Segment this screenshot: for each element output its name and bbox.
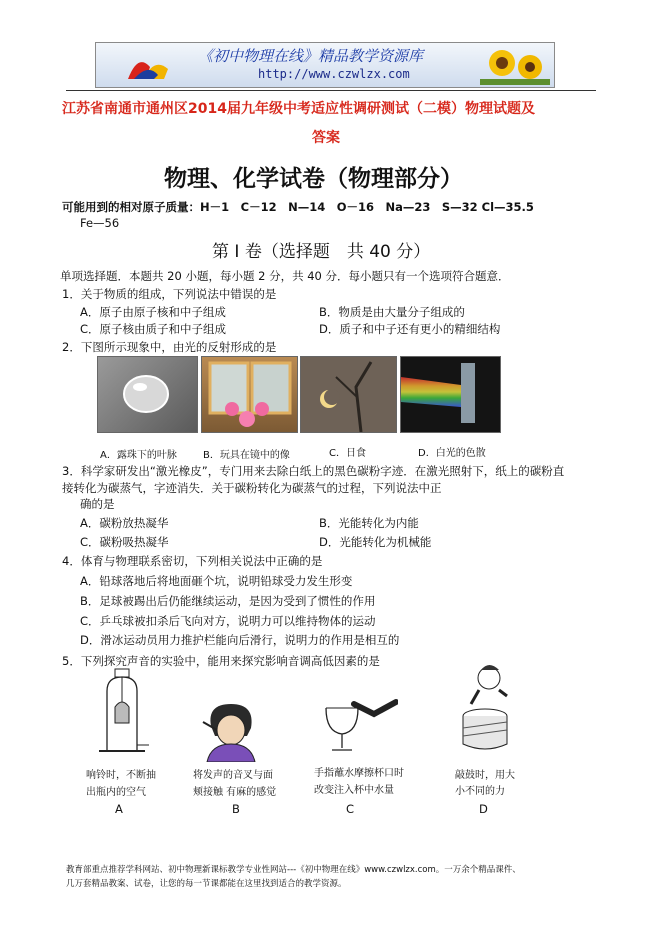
q3-stem-line1: 3．科学家研发出“激光橡皮”，专门用来去除白纸上的黑色碳粉字迹．在激光照射下，纸上的碳粉直: [62, 464, 565, 478]
q2-stem: 2．下图所示现象中，由光的反射形成的是: [62, 340, 277, 354]
q3-stem-line2: 接转化为碳蒸气，字迹消失．关于碳粉转化为碳蒸气的过程，下列说法中正: [62, 481, 442, 495]
q3-option-c: C．碳粉吸热凝华: [80, 535, 169, 549]
site-logo: [124, 49, 174, 83]
q5-label-b: B: [232, 802, 240, 816]
banner-url[interactable]: http://www.czwlzx.com: [258, 67, 410, 81]
q5-c-line2: 改变注入杯中水量: [314, 785, 394, 796]
eclipse-photo: [300, 356, 397, 433]
q5-label-d: D: [479, 802, 488, 816]
q4-option-a: A．铅球落地后将地面砸个坑，说明铅球受力发生形变: [80, 574, 353, 588]
document-title-cont: 答案: [312, 130, 340, 146]
q5-a-line2: 出瓶内的空气: [86, 787, 146, 798]
q5-a-line1: 响铃时，不断抽: [86, 770, 156, 781]
atomic-mass-line-2: Fe—56: [80, 216, 120, 230]
mirror-toy-photo: [201, 356, 298, 433]
q4-option-b: B．足球被踢出后仍能继续运动，是因为受到了惯性的作用: [80, 594, 376, 608]
q4-option-c: C．乒乓球被扣杀后飞向对方，说明力可以维持物体的运动: [80, 614, 376, 628]
prism-dispersion-photo: [400, 356, 501, 433]
q5-label-c: C: [346, 802, 355, 816]
q3-option-a: A．碳粉放热凝华: [80, 516, 169, 530]
q1-option-c: C．原子核由质子和中子组成: [80, 322, 227, 336]
banner-title: 《初中物理在线》精品教学资源库: [198, 47, 424, 65]
q3-option-b: B．光能转化为内能: [319, 516, 419, 530]
q1-option-b: B．物质是由大量分子组成的: [319, 305, 465, 319]
glass-rubbing-illustration: [318, 688, 398, 760]
q3-option-d: D．光能转化为机械能: [319, 535, 432, 549]
q2-caption-c: C．日食: [329, 448, 366, 459]
sunflower-image: [480, 45, 550, 85]
q1-option-d: D．质子和中子还有更小的精细结构: [319, 322, 501, 336]
footer-line2: 几万套精品教案、试卷，让您的每一节课都能在这里找到适合的教学资源。: [66, 879, 347, 889]
footer-line1: 教育部重点推荐学科网站、初中物理新课标教学专业性网站---《初中物理在线》www.czwlzx.com。一万余个精品课件、: [66, 865, 521, 875]
atomic-mass-line: 可能用到的相对原子质量：H－1 C－12 N—14 O－16 Na—23 S—32 Cl—35.5: [62, 200, 534, 214]
q2-caption-d: D．白光的色散: [418, 448, 486, 459]
drum-boy-illustration: [455, 660, 515, 756]
dewdrop-photo: [97, 356, 198, 433]
q2-caption-b: B．玩具在镜中的像: [203, 450, 290, 461]
q5-b-line2: 颊接触 有麻的感觉: [193, 787, 277, 798]
header-banner: [95, 42, 555, 88]
instructions: 单项选择题．本题共 20 小题，每小题 2 分，共 40 分．每小题只有一个选项符合题意．: [60, 269, 510, 283]
q2-caption-a: A．露珠下的叶脉: [100, 450, 177, 461]
q5-stem: 5．下列探究声音的实验中，能用来探究影响音调高低因素的是: [62, 654, 380, 668]
q1-stem: 1．关于物质的组成，下列说法中错误的是: [62, 287, 277, 301]
q5-label-a: A: [115, 802, 123, 816]
document-title: 江苏省南通市通州区2014届九年级中考适应性调研测试（二模）物理试题及: [62, 101, 535, 117]
q4-option-d: D．滑冰运动员用力推护栏能向后滑行，说明力的作用是相互的: [80, 633, 400, 647]
q5-c-line1: 手指蘸水摩擦杯口时: [314, 768, 404, 779]
q5-d-line2: 小不同的力: [455, 786, 505, 797]
tuning-fork-girl-illustration: [197, 700, 269, 762]
q5-b-line1: 将发声的音叉与面: [193, 770, 273, 781]
section-title: 第 I 卷（选择题 共 40 分）: [212, 242, 431, 262]
q5-d-line1: 敲鼓时，用大: [455, 770, 515, 781]
q1-option-a: A．原子由原子核和中子组成: [80, 305, 226, 319]
q4-stem: 4．体育与物理联系密切，下列相关说法中正确的是: [62, 554, 323, 568]
bell-jar-illustration: [95, 667, 150, 757]
main-title: 物理、化学试卷（物理部分）: [164, 165, 463, 192]
header-rule: [66, 90, 596, 91]
q3-stem-line3: 确的是: [80, 497, 115, 511]
